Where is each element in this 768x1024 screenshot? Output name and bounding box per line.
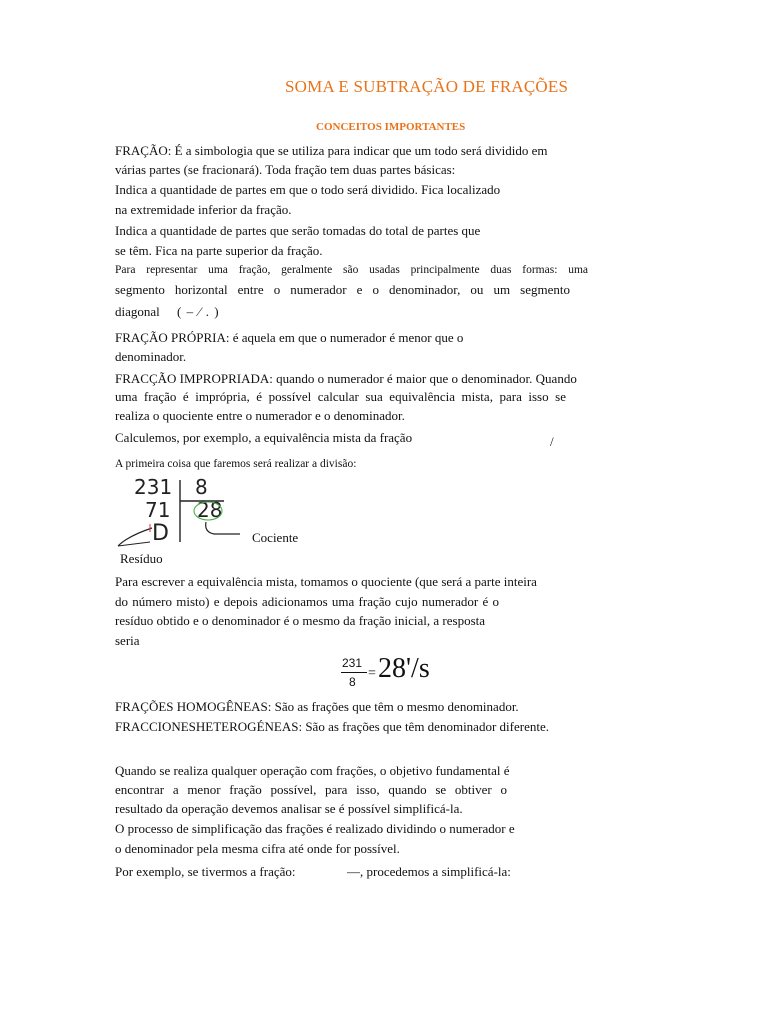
fracoes-homogeneas: FRAÇÕES HOMOGÊNEAS: São as frações que têm o mesmo denominador. bbox=[115, 699, 519, 714]
calculemos-slash: / bbox=[550, 434, 554, 449]
calculemos-text: Calculemos, por exemplo, a equivalência mista da fração bbox=[115, 430, 413, 445]
section-subtitle: CONCEITOS IMPORTANTES bbox=[316, 121, 466, 133]
fracao-propria-line1: FRAÇÃO PRÓPRIA: é aquela em que o numerador é menor que o bbox=[115, 330, 464, 345]
fracao-definition-line1: FRAÇÃO: É a simbologia que se utiliza para indicar que um todo será dividido em bbox=[115, 143, 548, 158]
fracao-impropria-line2: uma fração é imprópria, é possível calcular sua equivalência mista, para isso se bbox=[115, 389, 566, 404]
fracao-impropria-line1: FRACÇÃO IMPROPRIADA: quando o numerador é maior que o denominador. Quando bbox=[115, 371, 577, 386]
processo-line1: O processo de simplificação das frações é realizado dividindo o numerador e bbox=[115, 821, 515, 836]
result-equals: = bbox=[368, 666, 376, 681]
escrever-line3: resíduo obtido e o denominador é o mesmo da fração inicial, a resposta bbox=[115, 613, 486, 628]
division-bracket-lines bbox=[110, 474, 260, 564]
result-fraction-bar bbox=[341, 672, 367, 673]
label-cociente: Cociente bbox=[252, 530, 299, 545]
division-divisor: 8 bbox=[195, 475, 208, 499]
division-remainder: D bbox=[152, 521, 169, 546]
denominador-description-line1: Indica a quantidade de partes em que o todo será dividido. Fica localizado bbox=[115, 182, 501, 197]
quando-line1: Quando se realiza qualquer operação com frações, o objetivo fundamental é bbox=[115, 763, 510, 778]
numerador-description-line1: Indica a quantidade de partes que serão tomadas do total de partes que bbox=[115, 223, 481, 238]
representation-symbols: ( – ⁄ . ) bbox=[177, 304, 220, 319]
fracao-propria-line2: denominador. bbox=[115, 349, 187, 364]
denominador-description-line2: na extremidade inferior da fração. bbox=[115, 202, 292, 217]
escrever-line2: do número misto) e depois adicionamos uma fração cujo numerador é o bbox=[115, 594, 499, 609]
division-quotient: 28 bbox=[197, 498, 223, 522]
page-title: SOMA E SUBTRAÇÃO DE FRAÇÕES bbox=[285, 77, 569, 96]
numerador-description-line2: se têm. Fica na parte superior da fração. bbox=[115, 243, 323, 258]
label-residuo: Resíduo bbox=[120, 551, 163, 566]
fracao-impropria-line3: realiza o quociente entre o numerador e o denominador. bbox=[115, 408, 405, 423]
escrever-line1: Para escrever a equivalência mista, tomamos o quociente (que será a parte inteira bbox=[115, 574, 537, 589]
representar-line2: segmento horizontal entre o numerador e o denominador, ou um segmento bbox=[115, 282, 570, 297]
result-numerator: 231 bbox=[342, 656, 363, 670]
quando-line2: encontrar a menor fração possível, para isso, quando se obtiver o bbox=[115, 782, 507, 797]
fracao-definition-line2: várias partes (se fracionará). Toda fração tem duas partes básicas: bbox=[115, 162, 456, 177]
processo-line2: o denominador pela mesma cifra até onde for possível. bbox=[115, 841, 400, 856]
representar-line3: diagonal bbox=[115, 304, 160, 319]
division-dividend: 231 bbox=[134, 475, 173, 499]
exemplo-end: —, procedemos a simplificá-la: bbox=[347, 864, 511, 879]
escrever-line4: seria bbox=[115, 633, 140, 648]
result-mixed-value: 28'/s bbox=[378, 653, 430, 684]
representar-line1: Para representar uma fração, geralmente são usadas principalmente duas formas: uma bbox=[115, 264, 588, 276]
result-denominator: 8 bbox=[349, 675, 356, 689]
quando-line3: resultado da operação devemos analisar se é possível simplificá-la. bbox=[115, 801, 463, 816]
exemplo-start: Por exemplo, se tivermos a fração: bbox=[115, 864, 296, 879]
fracoes-heterogeneas: FRACCIONESHETEROGÉNEAS: São as frações que têm denominador diferente. bbox=[115, 719, 549, 734]
division-partial: 71 bbox=[145, 498, 171, 522]
primeira-text: A primeira coisa que faremos será realizar a divisão: bbox=[115, 458, 357, 470]
